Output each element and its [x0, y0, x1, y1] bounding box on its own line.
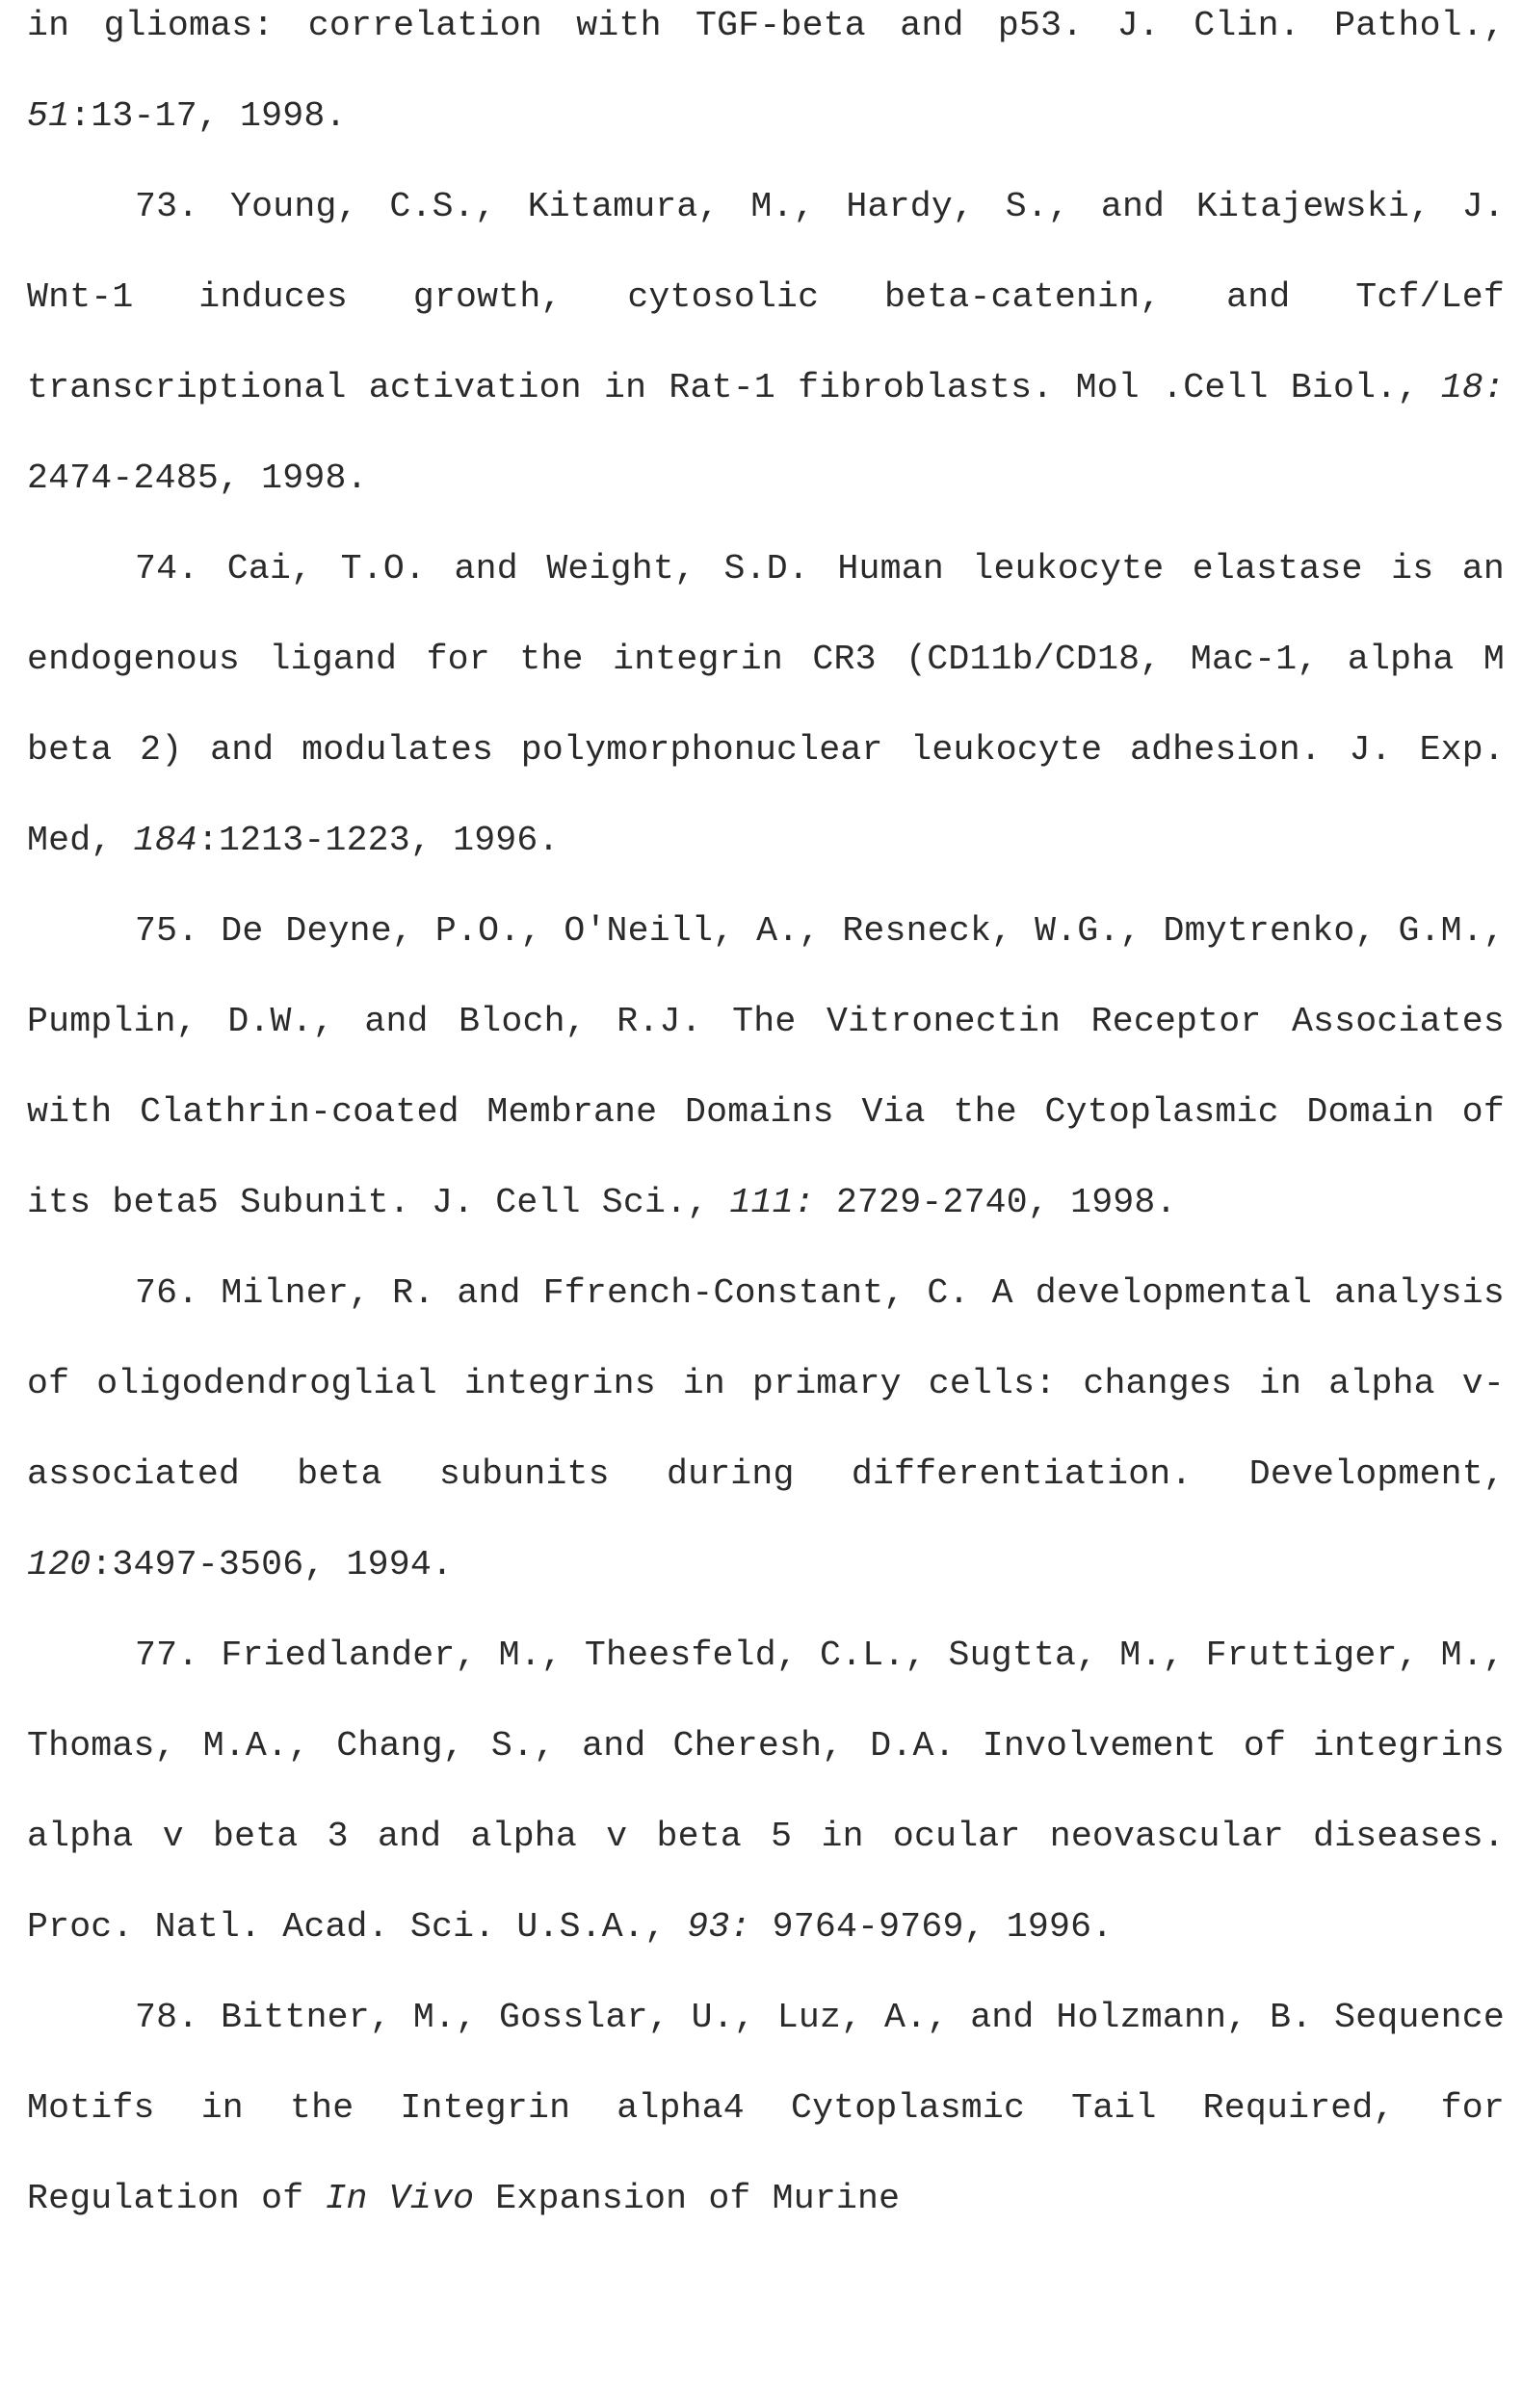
ref-pages: 2729-2740, 1998.: [815, 1183, 1177, 1222]
ref-volume: 111:: [729, 1183, 814, 1222]
reference-73: [27, 162, 1505, 524]
ref-text-end: Expansion of Murine: [474, 2179, 900, 2218]
ref-volume: 120: [27, 1545, 91, 1584]
ref-italic-phrase: In Vivo: [325, 2179, 474, 2218]
ref-text: 75. De Deyne, P.O., O'Neill, A., Resneck, W.G., Dmytrenko, G.M., Pumplin, D.W., and Bloch, R.J. The Vitronectin Receptor Associates with Clathrin-coated Membrane Domains Via the Cytoplasmic Domain of its beta5 Subunit. J. Cell Sci.,: [27, 911, 1505, 1222]
ref-volume: 51: [27, 96, 69, 136]
ref-pages: :3497-3506, 1994.: [91, 1545, 453, 1584]
ref-volume: 18:: [1441, 368, 1505, 407]
ref-pages: 2474-2485, 1998.: [27, 458, 368, 498]
reference-75: [27, 886, 1505, 1248]
ref-volume: 184: [134, 821, 197, 860]
ref-text: 77. Friedlander, M., Theesfeld, C.L., Sugtta, M., Fruttiger, M., Thomas, M.A., Chang, S., and Cheresh, D.A. Involvement of integrins alpha v beta 3 and alpha v beta 5 in ocular neovascular diseases. Proc. Natl. Acad. Sci. U.S.A.,: [27, 1636, 1505, 1947]
reference-page: [27, 0, 1505, 2244]
reference-77: [27, 1610, 1505, 1973]
ref-volume: 93:: [687, 1907, 750, 1947]
ref-text: 73. Young, C.S., Kitamura, M., Hardy, S., and Kitajewski, J. Wnt-1 induces growth, cytosolic beta-catenin, and Tcf/Lef transcriptional activation in Rat-1 fibroblasts. Mol .Cell Biol.,: [27, 187, 1505, 407]
ref-pages: :13-17, 1998.: [69, 96, 346, 136]
reference-72-continuation: [27, 0, 1505, 162]
reference-78: [27, 1973, 1505, 2244]
ref-text: in gliomas: correlation with TGF-beta and p53. J. Clin. Pathol.,: [27, 6, 1505, 45]
reference-76: [27, 1248, 1505, 1610]
ref-text: 76. Milner, R. and Ffrench-Constant, C. A developmental analysis of oligodendroglial integrins in primary cells: changes in alpha v-associated beta subunits during differentiation. Development,: [27, 1273, 1505, 1494]
ref-text: 74. Cai, T.O. and Weight, S.D. Human leukocyte elastase is an endogenous ligand for the integrin CR3 (CD11b/CD18, Mac-1, alpha M beta 2) and modulates polymorphonuclear leukocyte adhesion. J. Exp. Med,: [27, 549, 1505, 860]
reference-74: [27, 524, 1505, 886]
ref-pages: 9764-9769, 1996.: [751, 1907, 1114, 1947]
ref-pages: :1213-1223, 1996.: [197, 821, 560, 860]
ref-text: 78. Bittner, M., Gosslar, U., Luz, A., and Holzmann, B. Sequence Motifs in the Integrin alpha4 Cytoplasmic Tail Required, for Regulation of: [27, 1998, 1505, 2218]
